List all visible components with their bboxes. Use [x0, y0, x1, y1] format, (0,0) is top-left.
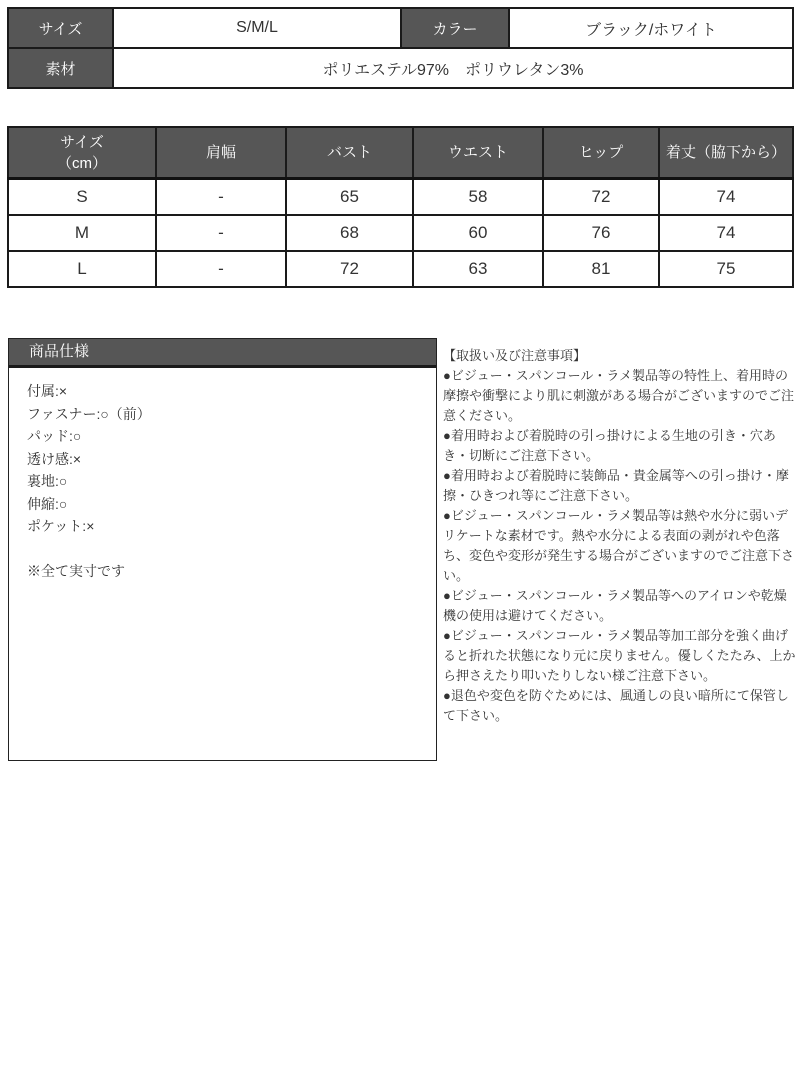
care-note-item: ●退色や変色を防ぐためには、風通しの良い暗所にて保管して下さい。: [443, 688, 789, 723]
size-chart-header-length: 着丈（脇下から）: [659, 127, 793, 179]
material-value-cell: ポリエステル97% ポリウレタン3%: [113, 48, 793, 88]
material-label-cell: 素材: [8, 48, 113, 88]
hip-cell: 81: [543, 251, 659, 287]
waist-cell: 60: [413, 215, 543, 251]
size-chart-row-l: [8, 251, 793, 287]
length-cell: 74: [659, 215, 793, 251]
care-notes: [443, 346, 799, 726]
shoulder-cell: -: [156, 215, 286, 251]
waist-cell: 63: [413, 251, 543, 287]
shoulder-cell: -: [156, 179, 286, 216]
spec-item-sheerness: 透け感:×: [27, 450, 82, 467]
product-spec-title: 商品仕様: [9, 339, 436, 368]
spec-item-stretch: 伸縮:○: [27, 495, 68, 512]
hip-cell: 72: [543, 179, 659, 216]
care-note-item: ●ビジュー・スパンコール・ラメ製品等加工部分を強く曲げると折れた状態になり元に戻りません。優しくたたみ、上から押さえたり叩いたりしない様ご注意下さい。: [443, 628, 796, 683]
size-chart-table: [7, 126, 794, 288]
size-chart-header-size-line2: （cm）: [57, 154, 107, 172]
length-cell: 74: [659, 179, 793, 216]
spec-item-pocket: ポケット:×: [27, 518, 95, 534]
size-chart-header-size-line1: サイズ: [60, 133, 104, 151]
bust-cell: 72: [286, 251, 413, 287]
overview-table: [7, 7, 794, 89]
spec-item-attachment: 付属:×: [27, 383, 68, 399]
bust-cell: 65: [286, 179, 413, 216]
size-chart-header-bust: バスト: [286, 127, 413, 179]
care-note-item: ●ビジュー・スパンコール・ラメ製品等の特性上、着用時の摩擦や衝撃により肌に刺激がある場合がございますのでご注意ください。: [443, 368, 795, 423]
size-value-cell: S/M/L: [113, 8, 401, 48]
size-chart-header-hip: ヒップ: [543, 127, 659, 179]
hip-cell: 76: [543, 215, 659, 251]
size-chart-header-shoulder: 肩幅: [156, 127, 286, 179]
length-cell: 75: [659, 251, 793, 287]
spec-item-fastener: ファスナー:○（前）: [27, 405, 151, 422]
bust-cell: 68: [286, 215, 413, 251]
waist-cell: 58: [413, 179, 543, 216]
care-note-item: ●着用時および着脱時に装飾品・貴金属等への引っ掛け・摩擦・ひきつれ等にご注意下さい。: [443, 468, 789, 503]
color-label-cell: カラー: [401, 8, 509, 48]
size-label-cell: サイズ: [8, 8, 113, 48]
shoulder-cell: -: [156, 251, 286, 287]
product-spec-body: [9, 368, 436, 582]
spec-note: ※全て実寸です: [27, 562, 125, 579]
spec-item-pad: パッド:○: [27, 428, 82, 444]
care-notes-title: 【取扱い及び注意事項】: [443, 348, 587, 363]
overview-row-material: [8, 48, 793, 88]
size-chart-row-s: [8, 179, 793, 216]
size-chart-header-waist: ウエスト: [413, 127, 543, 179]
size-chart-header-row: [8, 127, 793, 179]
product-spec-box: [8, 338, 437, 761]
size-chart-header-size: [8, 127, 156, 179]
size-cell: L: [8, 251, 156, 287]
care-note-item: ●着用時および着脱時の引っ掛けによる生地の引き・穴あき・切断にご注意下さい。: [443, 428, 776, 463]
spec-item-lining: 裏地:○: [27, 473, 68, 489]
overview-row-size-color: [8, 8, 793, 48]
color-value-cell: ブラック/ホワイト: [509, 8, 793, 48]
size-chart-row-m: [8, 215, 793, 251]
care-note-item: ●ビジュー・スパンコール・ラメ製品等へのアイロンや乾燥機の使用は避けてください。: [443, 588, 787, 623]
size-cell: M: [8, 215, 156, 251]
care-note-item: ●ビジュー・スパンコール・ラメ製品等は熱や水分に弱いデリケートな素材です。熱や水分による表面の剥がれや色落ち、変色や変形が発生する場合がございますのでご注意下さい。: [443, 508, 795, 583]
size-cell: S: [8, 179, 156, 216]
